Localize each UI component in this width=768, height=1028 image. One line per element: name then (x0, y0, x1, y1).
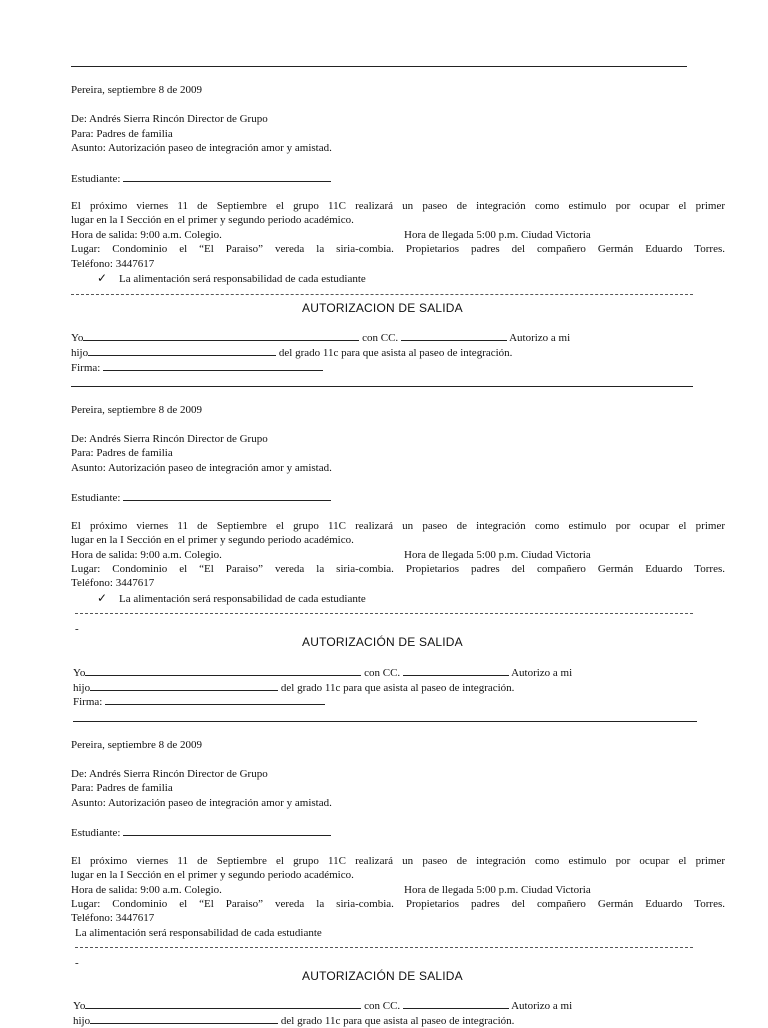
hijo-line (73, 680, 514, 695)
to-line: Para: Padres de familia (71, 782, 173, 794)
paragraph-line-2: lugar en la I Sección en el primer y segundo periodo académico. (71, 214, 354, 226)
grade-text: del grado 11c para que asista al paseo de integración. (280, 1015, 515, 1027)
date-line: Pereira, septiembre 8 de 2009 (71, 84, 203, 96)
student-label: Estudiante: (71, 173, 121, 185)
student-field (71, 490, 331, 505)
cc-blank[interactable] (403, 665, 509, 676)
grade-text: del grado 11c para que asista al paseo de integración. (280, 682, 515, 694)
cut-line-tail: - (75, 623, 79, 635)
student-label: Estudiante: (71, 492, 121, 504)
from-line: De: Andrés Sierra Rincón Director de Grupo (71, 113, 268, 125)
food-note: La alimentación será responsabilidad de cada estudiante (119, 593, 366, 605)
date-line: Pereira, septiembre 8 de 2009 (71, 739, 203, 751)
to-line: Para: Padres de familia (71, 447, 173, 459)
paragraph-line-1: El próximo viernes 11 de Septiembre el grupo 11C realizará un paseo de integración como estimulo por ocupar el primer (71, 200, 725, 212)
student-blank[interactable] (123, 825, 331, 836)
signature-blank[interactable] (105, 694, 325, 705)
phone-line: Teléfono: 3447617 (71, 577, 155, 589)
cc-blank[interactable] (403, 998, 509, 1009)
date-line: Pereira, septiembre 8 de 2009 (71, 404, 203, 416)
yo-line (73, 665, 572, 680)
from-line: De: Andrés Sierra Rincón Director de Grupo (71, 433, 268, 445)
arrival-time: Hora de llegada 5:00 p.m. Ciudad Victoria (404, 229, 591, 241)
arrival-time: Hora de llegada 5:00 p.m. Ciudad Victoria (404, 884, 591, 896)
cc-label: con CC. (364, 1000, 401, 1012)
place-line: Lugar: Condominio el “El Paraiso” vereda la siria-combia. Propietarios padres del compañero Germán Eduardo Torres. (71, 243, 725, 255)
cc-blank[interactable] (401, 330, 507, 341)
child-name-blank[interactable] (88, 345, 276, 356)
subject-line: Asunto: Autorización paseo de integración amor y amistad. (71, 797, 332, 809)
yo-label: Yo (71, 332, 84, 344)
cut-line-tail: - (75, 957, 79, 969)
cc-label: con CC. (362, 332, 399, 344)
yo-line (71, 330, 570, 345)
student-field (71, 825, 331, 840)
subject-line: Asunto: Autorización paseo de integración amor y amistad. (71, 142, 332, 154)
grade-text: del grado 11c para que asista al paseo de integración. (278, 347, 513, 359)
autorizo-label: Autorizo a mi (511, 667, 573, 679)
hijo-label: hijo (71, 347, 89, 359)
parent-name-blank[interactable] (85, 665, 361, 676)
signature-line (73, 694, 325, 709)
yo-line (73, 998, 572, 1013)
section-rule-1 (71, 386, 693, 387)
hijo-label: hijo (73, 1015, 91, 1027)
departure-time: Hora de salida: 9:00 a.m. Colegio. (71, 229, 222, 241)
hijo-label: hijo (73, 682, 91, 694)
authorization-title: AUTORIZACIÓN DE SALIDA (302, 969, 463, 983)
place-line: Lugar: Condominio el “El Paraiso” vereda la siria-combia. Propietarios padres del compañero Germán Eduardo Torres. (71, 898, 725, 910)
section-rule-2 (73, 721, 697, 722)
signature-label: Firma: (73, 696, 103, 708)
student-blank[interactable] (123, 171, 331, 182)
student-label: Estudiante: (71, 827, 121, 839)
cc-label: con CC. (364, 667, 401, 679)
paragraph-line-1: El próximo viernes 11 de Septiembre el grupo 11C realizará un paseo de integración como estimulo por ocupar el primer (71, 855, 725, 867)
cut-line (75, 947, 693, 948)
autorizo-label: Autorizo a mi (511, 1000, 573, 1012)
top-rule (71, 66, 687, 67)
signature-label: Firma: (71, 362, 101, 374)
student-blank[interactable] (123, 490, 331, 501)
subject-line: Asunto: Autorización paseo de integración amor y amistad. (71, 462, 332, 474)
cut-line (75, 613, 693, 614)
food-note: La alimentación será responsabilidad de cada estudiante (119, 273, 366, 285)
paragraph-line-2: lugar en la I Sección en el primer y segundo periodo académico. (71, 534, 354, 546)
authorization-title: AUTORIZACION DE SALIDA (302, 301, 463, 315)
signature-line (71, 360, 323, 375)
authorization-title: AUTORIZACIÓN DE SALIDA (302, 635, 463, 649)
paragraph-line-2: lugar en la I Sección en el primer y segundo periodo académico. (71, 869, 354, 881)
arrival-time: Hora de llegada 5:00 p.m. Ciudad Victoria (404, 549, 591, 561)
to-line: Para: Padres de familia (71, 128, 173, 140)
child-name-blank[interactable] (90, 680, 278, 691)
student-field (71, 171, 331, 186)
hijo-line (71, 345, 512, 360)
parent-name-blank[interactable] (85, 998, 361, 1009)
autorizo-label: Autorizo a mi (509, 332, 571, 344)
phone-line: Teléfono: 3447617 (71, 912, 155, 924)
phone-line: Teléfono: 3447617 (71, 258, 155, 270)
checkmark-icon: ✓ (97, 271, 108, 285)
cut-line (71, 294, 693, 295)
from-line: De: Andrés Sierra Rincón Director de Grupo (71, 768, 268, 780)
hijo-line (73, 1013, 514, 1028)
yo-label: Yo (73, 1000, 86, 1012)
departure-time: Hora de salida: 9:00 a.m. Colegio. (71, 549, 222, 561)
departure-time: Hora de salida: 9:00 a.m. Colegio. (71, 884, 222, 896)
yo-label: Yo (73, 667, 86, 679)
food-note: La alimentación será responsabilidad de cada estudiante (75, 927, 322, 939)
child-name-blank[interactable] (90, 1013, 278, 1024)
checkmark-icon: ✓ (97, 591, 108, 605)
signature-blank[interactable] (103, 360, 323, 371)
paragraph-line-1: El próximo viernes 11 de Septiembre el grupo 11C realizará un paseo de integración como estimulo por ocupar el primer (71, 520, 725, 532)
parent-name-blank[interactable] (83, 330, 359, 341)
place-line: Lugar: Condominio el “El Paraiso” vereda la siria-combia. Propietarios padres del compañero Germán Eduardo Torres. (71, 563, 725, 575)
